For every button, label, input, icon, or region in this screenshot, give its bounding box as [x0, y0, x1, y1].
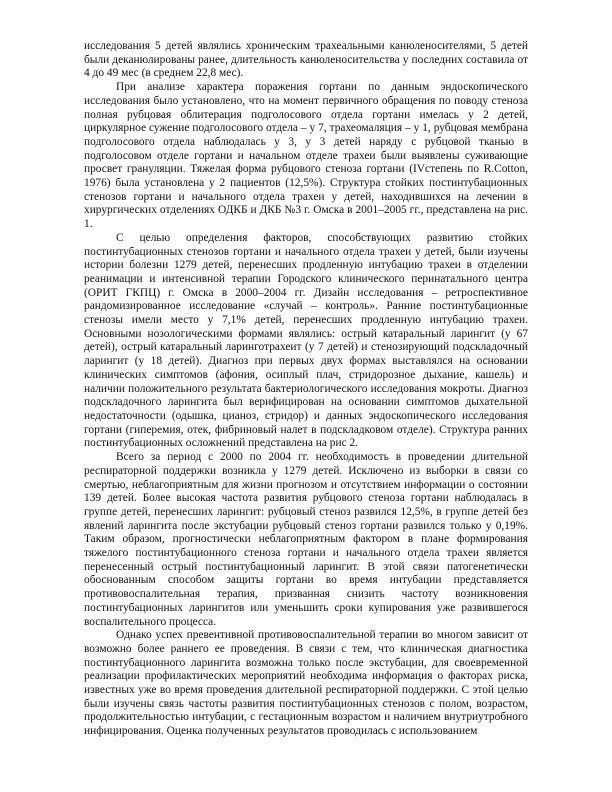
paragraph-5: Однако успех превентивной противовоспалительной терапии во многом зависит от возможно более раннего ее проведения. В связи с тем, что клиническая диагностика постинтубационного ларингита возможна только после экстубации, для своевременной реализации профилактических мероприятий необходима информация о факторах риска, известных уже во время проведения длительной респираторной поддержки. С этой целью были изучены связь частоты развития постинтубационных стенозов с полом, возрастом, продолжительностью интубации, с гестационным возрастом и наличием внутриутробного инфицирования. Оценка полученных результатов проводилась с использованием [84, 629, 528, 738]
paragraph-1: исследования 5 детей являлись хроническим трахеальными канюленосителями, 5 детей были деканюлированы ранее, длительность канюленосительства у последних составила от 4 до 49 мес (в среднем 22,8 мес). [84, 40, 528, 80]
paragraph-2: При анализе характера поражения гортани по данным эндоскопического исследования было установлено, что на момент первичного обращения по поводу стеноза полная рубцовая облитерация подголосового отдела гортани имелась у 2 детей, циркулярное сужение подголосового отдела – у 7, трахеомаляция – у 1, рубцовая мембрана подголосового отдела наблюдалась у 3, у 3 детей наряду с рубцовой тканью в подголосовом отделе гортани и начальном отделе трахеи были выявлены суживающие просвет грануляции. Тяжелая форма рубцового стеноза гортани (IVстепень по R.Cotton, 1976) была установлена у 2 пациентов (12,5%). Структура стойких постинтубационных стенозов гортани и начального отдела трахеи у детей, находившихся на лечении в хирургических отделениях ОДКБ и ДКБ №3 г. Омска в 2001–2005 гг., представлена на рис. 1. [84, 81, 528, 231]
paragraph-3: С целью определения факторов, способствующих развитию стойких постинтубационных стенозов гортани и начального отдела трахеи у детей, были изучены истории болезни 1279 детей, перенесших продленную интубацию трахеи в отделении реанимации и интенсивной терапии Городского клинического перинатального центра (ОРИТ ГКПЦ) г. Омска в 2000–2004 гг. Дизайн исследования – ретроспективное рандомизированное исследование «случай – контроль». Ранние постинтубационные стенозы имели место у 7,1% детей, перенесших продленную интубацию трахеи. Основными нозологическими формами являлись: острый катаральный ларингит (у 67 детей), острый катаральный ларинготрахеит (у 7 детей) и стенозирующий подскладочный ларингит (у 18 детей). Диагноз при первых двух формах выставлялся на основании клинических симптомов (афония, осиплый плач, стридорозное дыхание, кашель) и наличии положительного результата бактериологического исследования мокроты. Диагноз подскладочного ларингита был верифицирован на основании симптомов дыхательной недостаточности (одышка, цианоз, стридор) и данных эндоскопического исследования гортани (гиперемия, отек, фибриновый налет в подскладковом отделе). Структура ранних постинтубационных осложнений представлена на рис 2. [84, 231, 528, 450]
document-page [84, 40, 528, 780]
paragraph-4: Всего за период с 2000 по 2004 гг. необходимость в проведении длительной респираторной поддержки возникла у 1279 детей. Исключено из выборки в связи со смертью, неблагоприятным для жизни прогнозом и отсутствием информации о состоянии 139 детей. Более высокая частота развития рубцового стеноза гортани наблюдалась в группе детей, перенесших ларингит: рубцовый стеноз развился 12,5%, в группе детей без явлений ларингита после экстубации рубцовый стеноз гортани развился только у 0,19%. Таким образом, прогностически неблагоприятным фактором в плане формирования тяжелого постинтубационного стеноза гортани и начального отдела трахеи является перенесенный острый постинтубационный ларингит. В этой связи патогенетически обоснованным способом защиты гортани во время интубации представляется противовоспалительная терапия, призванная снизить частоту возникновения постинтубационных ларингитов или уменьшить сроки купирования уже развившегося воспалительного процесса. [84, 451, 528, 628]
